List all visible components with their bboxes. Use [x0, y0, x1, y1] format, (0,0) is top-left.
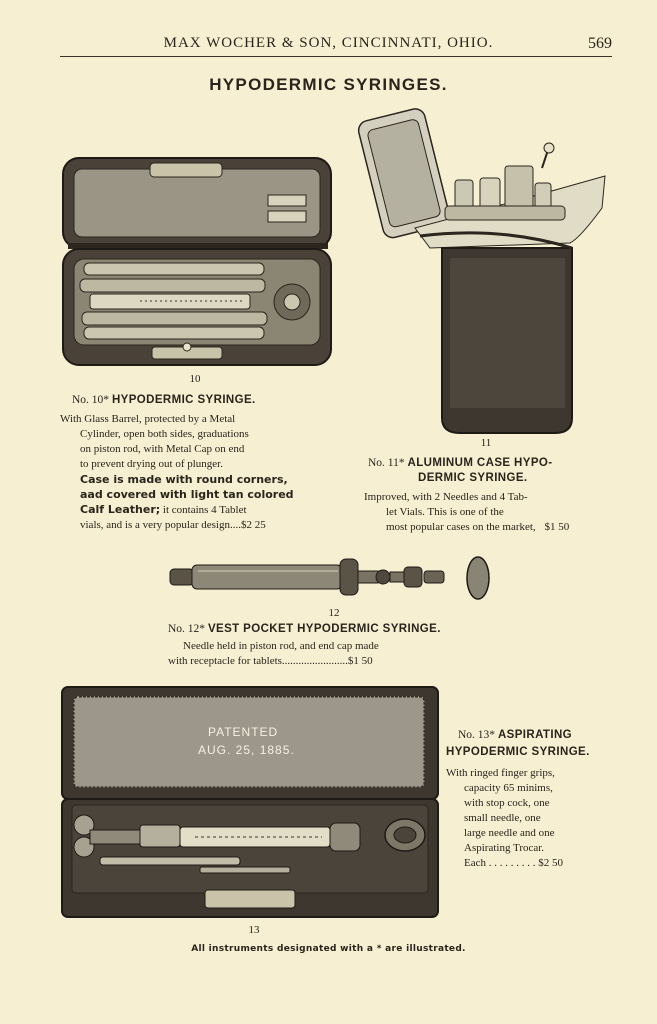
item-11-name: ALUMINUM CASE HYPO-	[407, 457, 553, 469]
item-13-line: With ringed finger grips,	[446, 767, 555, 779]
item-11-description	[364, 490, 624, 535]
item-11-price: $1 50	[544, 521, 570, 533]
item-13-line: Aspirating Trocar.	[464, 842, 545, 854]
item-13-line: large needle and one	[464, 827, 555, 839]
figure-13-illustration	[60, 685, 440, 920]
item-10-bold-line: aad covered with light tan colored	[80, 488, 294, 501]
item-13-heading-2	[446, 746, 590, 758]
item-10-price: $2 25	[241, 519, 266, 531]
figure-12-illustration	[168, 553, 493, 608]
item-11-line: most popular cases on the market,	[386, 521, 536, 533]
item-10-line: on piston rod, with Metal Cap on end	[80, 443, 245, 455]
item-10-line: to prevent drying out of plunger.	[80, 458, 223, 470]
figure-11-number: 11	[480, 437, 492, 449]
item-12-price: $1 50	[347, 655, 373, 667]
figure-13-lid-text-1: PATENTED	[208, 725, 279, 739]
figure-12-number: 12	[328, 607, 340, 619]
item-10-number: No. 10*	[72, 394, 110, 406]
figure-11-illustration	[360, 108, 610, 438]
figure-10-number: 10	[189, 373, 201, 385]
item-10-name: HYPODERMIC SYRINGE.	[111, 394, 256, 406]
item-11-number: No. 11*	[368, 457, 405, 469]
item-13-description	[446, 766, 626, 871]
item-13-price: $2 50	[538, 857, 563, 869]
figure-13-lid-text-2: AUG. 25, 1885.	[198, 743, 295, 757]
item-12-heading	[168, 623, 441, 635]
item-13-line: with stop cock, one	[464, 797, 550, 809]
item-13-name: ASPIRATING	[497, 729, 573, 741]
item-12-line: Needle held in piston rod, and end cap made	[183, 640, 379, 652]
item-13-number: No. 13*	[458, 729, 496, 741]
item-10-line: Cylinder, open both sides, graduations	[80, 428, 249, 440]
figure-13-number: 13	[248, 924, 260, 936]
item-10-tail: vials, and is a very popular design....	[80, 519, 241, 531]
page-number: 569	[588, 35, 612, 52]
item-13-line: Each . . . . . . . . .	[464, 857, 536, 869]
item-12-description	[168, 639, 508, 669]
item-10-bold-line: Case is made with round corners,	[80, 473, 288, 486]
figure-10-illustration	[60, 155, 335, 370]
item-11-heading-2	[418, 472, 528, 484]
section-title: HYPODERMIC SYRINGES.	[209, 75, 448, 94]
item-10-description	[60, 412, 350, 533]
item-11-line: let Vials. This is one of the	[386, 506, 504, 518]
item-12-name: VEST POCKET HYPODERMIC SYRINGE.	[207, 623, 441, 635]
item-13-line: capacity 65 minims,	[464, 782, 553, 794]
item-10-line: With Glass Barrel, protected by a Metal	[60, 413, 236, 425]
footnote: All instruments designated with a * are illustrated.	[191, 944, 466, 954]
item-10-heading	[72, 394, 256, 406]
running-head: MAX WOCHER & SON, CINCINNATI, OHIO.	[163, 35, 494, 51]
item-13-name-2: HYPODERMIC SYRINGE.	[446, 746, 590, 758]
item-11-heading	[368, 457, 552, 469]
figure-13-case	[60, 685, 440, 920]
item-10-tail: it contains 4 Tablet	[160, 504, 247, 516]
item-12-number: No. 12*	[168, 623, 206, 635]
item-11-name-2: DERMIC SYRINGE.	[418, 472, 528, 484]
item-13-heading	[458, 729, 572, 741]
header-rule	[60, 56, 612, 57]
item-13-line: small needle, one	[464, 812, 541, 824]
item-11-line: Improved, with 2 Needles and 4 Tab-	[364, 491, 528, 503]
item-10-bold-line: Calf Leather;	[80, 503, 161, 516]
item-12-line: with receptacle for tablets........................	[168, 655, 348, 667]
